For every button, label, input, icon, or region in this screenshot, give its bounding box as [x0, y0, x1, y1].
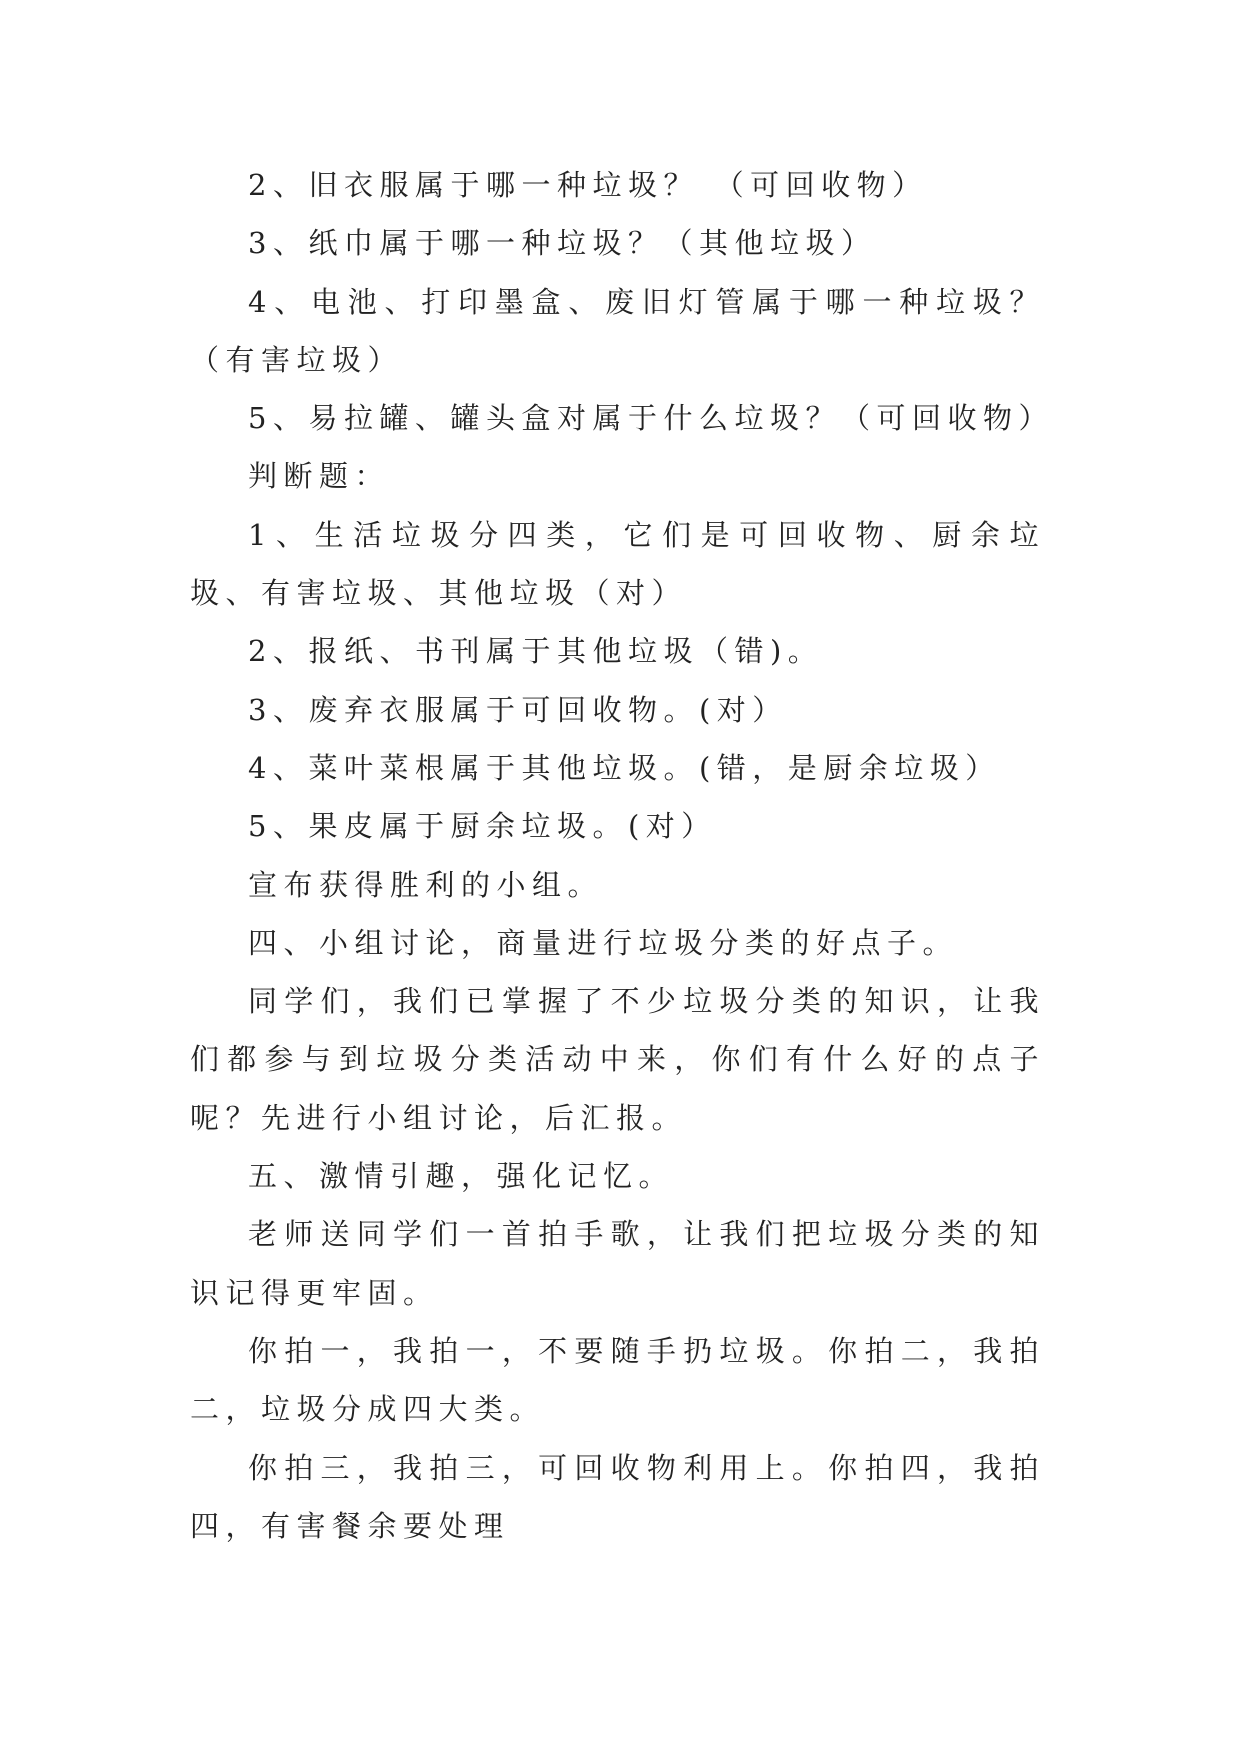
section-5-heading: 五、激情引趣，强化记忆。	[248, 1159, 675, 1194]
announce-winner-paragraph: 宣布获得胜利的小组。	[248, 867, 604, 902]
true-false-item-1: 1、生活垃圾分四类，它们是可回收物、厨余垃圾、有害垃圾、其他垃圾（对）	[190, 517, 1045, 611]
true-false-item-4: 4、菜叶菜根属于其他垃圾。(错，是厨余垃圾）	[248, 750, 1001, 785]
question-5-paragraph: 5、易拉罐、罐头盒对属于什么垃圾？（可回收物）	[248, 401, 1054, 436]
true-false-heading: 判断题：	[248, 459, 391, 494]
discussion-paragraph: 同学们，我们已掌握了不少垃圾分类的知识，让我们都参与到垃圾分类活动中来，你们有什么好的点子呢？先进行小组讨论，后汇报。	[190, 984, 1045, 1135]
question-3-paragraph: 3、纸巾属于哪一种垃圾？（其他垃圾）	[248, 226, 877, 261]
question-4-paragraph: 4、电池、打印墨盒、废旧灯管属于哪一种垃圾？（有害垃圾）	[190, 284, 1045, 377]
true-false-item-5: 5、果皮属于厨余垃圾。(对）	[248, 809, 717, 844]
true-false-item-2: 2、报纸、书刊属于其他垃圾（错)。	[248, 634, 824, 669]
section-4-heading: 四、小组讨论，商量进行垃圾分类的好点子。	[248, 925, 959, 960]
true-false-item-3: 3、废弃衣服属于可回收物。(对）	[248, 692, 788, 727]
clapping-song-verse-2: 你拍三，我拍三，可回收物利用上。你拍四，我拍四，有害餐余要处理	[190, 1450, 1045, 1543]
clapping-song-intro: 老师送同学们一首拍手歌，让我们把垃圾分类的知识记得更牢固。	[190, 1217, 1045, 1310]
clapping-song-verse-1: 你拍一，我拍一，不要随手扔垃圾。你拍二，我拍二，垃圾分成四大类。	[190, 1333, 1045, 1427]
document-body	[190, 156, 1054, 1555]
question-2-paragraph: 2、旧衣服属于哪一种垃圾？ （可回收物）	[248, 168, 928, 202]
